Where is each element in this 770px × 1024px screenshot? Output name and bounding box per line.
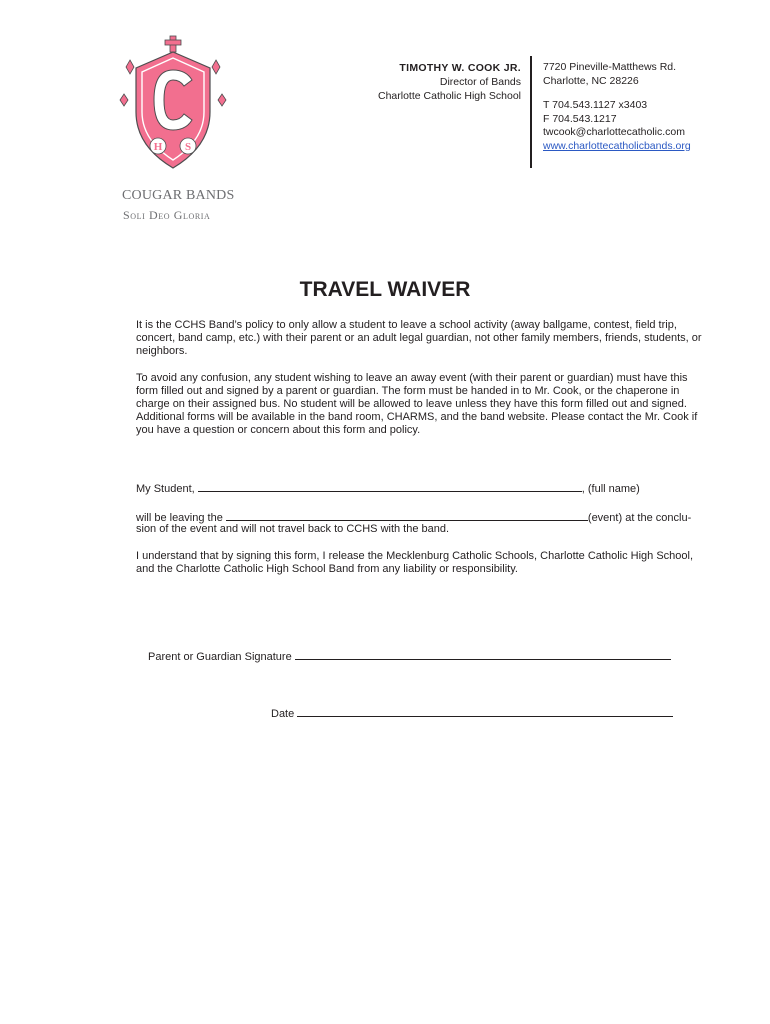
- signature-field[interactable]: [295, 649, 671, 660]
- address-line-2: Charlotte, NC 28226: [543, 74, 639, 87]
- release-paragraph: I understand that by signing this form, I release the Mecklenburg Catholic Schools, Charlotte Catholic High School, and the Charlotte Catholic High School Band from any liability or responsibility.: [136, 550, 694, 575]
- director-block: [378, 61, 521, 103]
- email-address[interactable]: twcook@charlottecatholic.com: [543, 126, 685, 138]
- band-name: COUGAR BANDS: [122, 188, 235, 203]
- student-name-field[interactable]: [198, 481, 582, 492]
- student-name-row: [136, 481, 640, 496]
- event-suffix: (event) at the conclu-: [587, 512, 692, 524]
- director-title: Director of Bands: [439, 76, 521, 88]
- school-crest-logo: [118, 34, 230, 174]
- student-suffix: , (full name): [581, 483, 640, 495]
- svg-text:S: S: [184, 141, 192, 153]
- address-line-1: 7720 Pineville-Matthews Rd.: [543, 61, 677, 73]
- cross-icon: [165, 36, 181, 52]
- student-label: My Student,: [136, 483, 195, 495]
- phone-number: T 704.543.1127 x3403: [543, 99, 648, 111]
- event-name-field[interactable]: [226, 510, 588, 521]
- header-divider: [530, 56, 532, 168]
- policy-paragraph: It is the CCHS Band’s policy to only allow a student to leave a school activity (away ballgame, contest, field trip, concert, band camp, etc.) with their parent or an adult legal guardian, not other family members, friends, students, or neighbors.: [136, 319, 702, 357]
- director-name: TIMOTHY W. COOK JR.: [399, 62, 521, 74]
- svg-text:H: H: [153, 141, 163, 153]
- band-motto: Soli Deo Gloria: [123, 208, 211, 222]
- contact-block: [543, 61, 691, 153]
- event-label: will be leaving the: [136, 512, 223, 524]
- date-label: Date: [271, 708, 295, 720]
- website-link[interactable]: www.charlottecatholicbands.org: [543, 139, 691, 152]
- fax-number: F 704.543.1217: [543, 112, 617, 125]
- school-name: Charlotte Catholic High School: [378, 90, 521, 102]
- date-field[interactable]: [297, 706, 673, 717]
- signature-row: [148, 649, 671, 664]
- date-row: [271, 706, 673, 721]
- event-continuation: sion of the event and will not travel back to CCHS with the band.: [136, 523, 450, 535]
- page-title: TRAVEL WAIVER: [299, 278, 471, 301]
- instructions-paragraph: To avoid any confusion, any student wishing to leave an away event (with their parent or guardian) must have this form filled out and signed by a parent or guardian. The form must be handed in to Mr. Cook, or the chaperone in charge on their assigned bus. No student will be allowed to leave unless they have this form filled out and signed. Additional forms will be available in the band room, CHARMS, and the band website. Please contact the Mr. Cook if you have a question or concern about this form and policy.: [136, 372, 698, 436]
- signature-label: Parent or Guardian Signature: [148, 651, 292, 663]
